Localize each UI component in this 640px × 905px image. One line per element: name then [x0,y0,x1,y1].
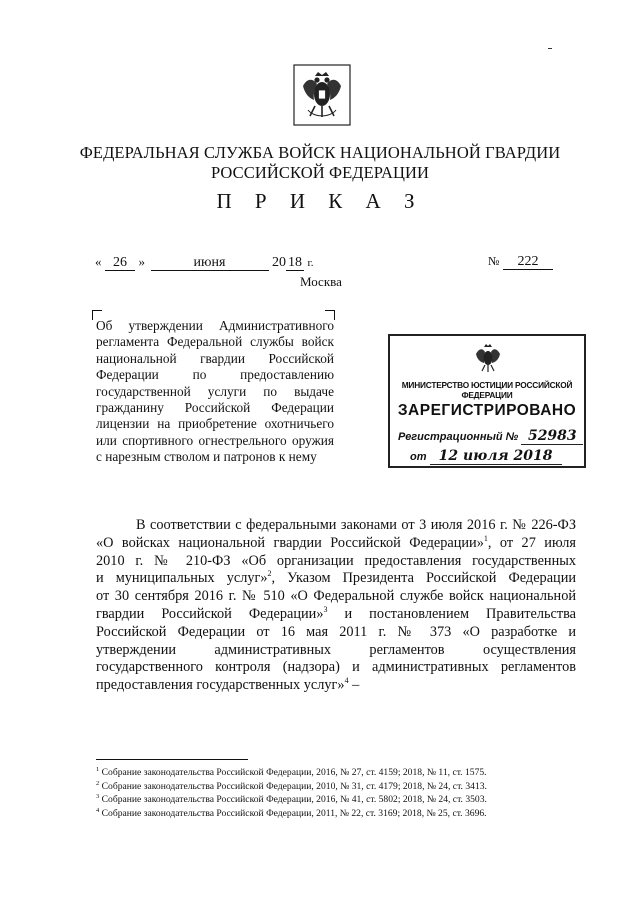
subject-line: национальной гвардии Российской [96,350,334,366]
scan-artifact [548,48,552,49]
subject-line: Федерации по предоставлению [96,367,334,383]
order-subject [96,318,334,466]
stamp-reg-number: 52983 [521,428,583,445]
body-line: предоставления государственных услуг»$^4$ – [96,676,360,694]
registration-stamp [388,334,586,468]
subject-line: лицензии на приобретение охотничьего [96,416,334,432]
agency-line-1: ФЕДЕРАЛЬНАЯ СЛУЖБА ВОЙСК НАЦИОНАЛЬНОЙ ГВАРДИИ [79,143,561,162]
footnote-ref[interactable]: 4 [344,676,349,686]
body-line: от 30 сентября 2016 г. № 510 «О Федеральной службе войск национальной [96,588,576,605]
subject-line: или спортивного огнестрельного оружия [96,432,334,448]
stamp-registered: ЗАРЕГИСТРИРОВАНО [397,402,577,419]
document-type-title: П Р И К А З [216,189,424,213]
agency-name [60,143,580,183]
footnotes [96,766,487,820]
footnote-item: $^4$ Собрание законодательства Российской Федерации, 2011, № 22, ст. 3169; 2018, № 25, ст. 3696. [96,806,487,819]
subject-line: Об утверждении Административного [96,318,334,333]
body-line: гвардии Российской Федерации»$^3$ и постановлением Правительства [96,605,576,622]
stamp-reg-number-row [398,428,583,445]
footnote-ref[interactable]: 3 [323,605,328,615]
order-preamble [96,517,576,695]
subject-line: гражданину Российской Федерации [96,400,334,416]
date-close-quote: » [138,254,145,269]
order-date [95,254,314,271]
date-month: июня [151,255,269,271]
number-sign: № [488,254,500,268]
footnote-ref[interactable]: 2 [267,569,272,579]
date-open-quote: « [95,254,102,269]
footnote-ref[interactable]: 1 [483,534,488,544]
footnote-item: $^1$ Собрание законодательства Российской Федерации, 2016, № 27, ст. 4159; 2018, № 11, ст. 1575. [96,765,487,778]
coat-of-arms-icon [293,64,351,126]
date-year-prefix: 20 [272,255,286,270]
date-day: 26 [105,255,135,271]
body-line: 2010 г. № 210-ФЗ «Об организации предоставления государственных [96,552,576,569]
agency-line-2: РОССИЙСКОЙ ФЕДЕРАЦИИ [210,163,430,182]
body-line: Российской Федерации от 16 мая 2011 г. № 373 «О разработке и [96,623,576,640]
stamp-date-value: 12 июля 2018 [430,448,562,465]
body-line: В соответствии с федеральными законами от 3 июля 2016 г. № 226-ФЗ [136,517,576,533]
date-year-suffix: 18 [288,255,302,270]
stamp-ministry: МИНИСТЕРСТВО ЮСТИЦИИ РОССИЙСКОЙ ФЕДЕРАЦИИ [401,380,573,400]
subject-line: с нарезным стволом и патронов к нему [96,449,317,465]
stamp-emblem-icon [474,342,502,374]
date-year-abbr: г. [307,257,314,269]
body-line: «О войсках национальной гвардии Российской Федерации»$^1$, от 27 июля [96,534,576,551]
stamp-reg-label: Регистрационный № [398,431,519,443]
footnote-divider [96,759,248,760]
body-line: утверждении административных регламентов осуществления [96,641,576,658]
city: Москва [300,274,342,289]
footnote-item: $^3$ Собрание законодательства Российской Федерации, 2016, № 41, ст. 5802; 2018, № 24, ст. 3503. [96,792,487,805]
stamp-date-label: от [410,451,427,463]
number-value: 222 [503,254,553,270]
body-line: государственного контроля (надзора) и административных регламентов [96,659,576,676]
subject-line: государственной услуги по выдаче [96,383,334,399]
subject-line: регламента Федеральной службы войск [96,334,334,350]
stamp-date-row [410,448,562,465]
body-line: и муниципальных услуг»$^2$, Указом Президента Российской Федерации [96,569,576,587]
footnote-item: $^2$ Собрание законодательства Российской Федерации, 2010, № 31, ст. 4179; 2018, № 24, ст. 3413. [96,779,487,792]
order-number [488,254,553,270]
